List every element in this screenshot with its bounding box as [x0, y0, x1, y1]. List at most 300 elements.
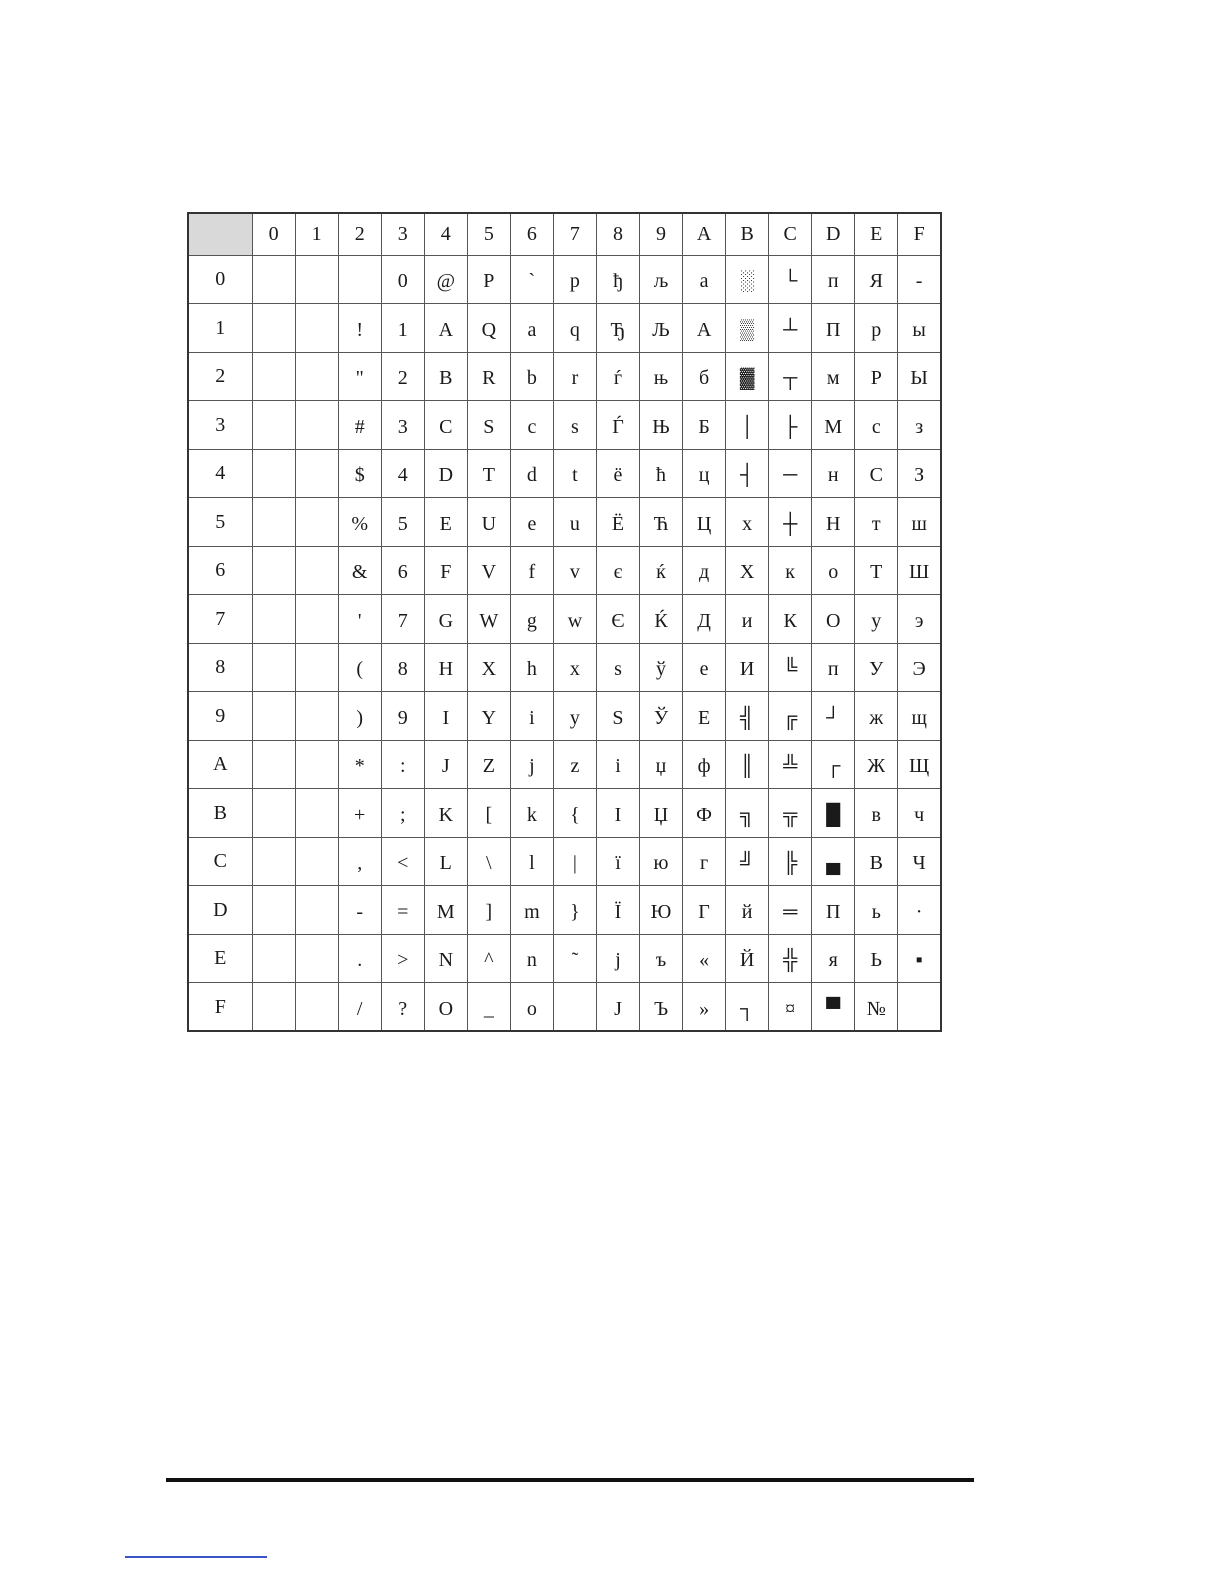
code-cell: [553, 401, 596, 450]
code-cell: [726, 789, 769, 838]
code-cell: [855, 546, 898, 595]
cell-glyph: ћ: [656, 464, 667, 487]
cell-glyph: Р: [870, 367, 882, 390]
code-cell: [640, 449, 683, 498]
cell-glyph: ђ: [613, 270, 623, 293]
cell-glyph: O: [438, 997, 454, 1020]
cell-glyph: -: [356, 900, 364, 923]
row-header-a: A: [188, 740, 252, 789]
cell-glyph: f: [528, 561, 536, 584]
cell-glyph: Ф: [696, 803, 712, 826]
code-cell: [640, 352, 683, 401]
code-cell: [769, 643, 812, 692]
cell-glyph: ˜: [571, 949, 579, 972]
code-cell: [812, 498, 855, 547]
code-cell: [726, 983, 769, 1032]
code-cell: [338, 886, 381, 935]
code-cell: [252, 643, 295, 692]
table-row-0: [188, 255, 941, 304]
code-cell: [769, 692, 812, 741]
cell-glyph: C: [439, 415, 453, 438]
cell-glyph: >: [397, 949, 409, 972]
code-cell: [295, 255, 338, 304]
code-cell: [424, 498, 467, 547]
row-header-d: D: [188, 886, 252, 935]
cell-glyph: U: [481, 512, 497, 535]
cell-glyph: ?: [398, 997, 408, 1020]
code-cell: [769, 740, 812, 789]
code-cell: [640, 546, 683, 595]
cell-glyph: є: [613, 561, 623, 584]
cell-glyph: і: [615, 755, 621, 778]
cell-glyph: B: [439, 367, 453, 390]
cell-glyph: <: [397, 852, 409, 875]
code-cell: [553, 304, 596, 353]
cell-glyph: Ѕ: [612, 706, 624, 729]
cell-glyph: ║: [740, 755, 755, 778]
cell-glyph: Џ: [653, 803, 669, 826]
code-cell: [683, 304, 726, 353]
cell-glyph: Y: [481, 706, 497, 729]
cell-glyph: ц: [698, 464, 710, 487]
cell-glyph: ш: [911, 512, 927, 535]
cell-glyph: :: [399, 755, 406, 778]
code-cell: [726, 886, 769, 935]
cell-glyph: w: [567, 609, 583, 632]
column-header-9: 9: [640, 213, 683, 255]
code-cell: [596, 837, 639, 886]
code-cell: [553, 255, 596, 304]
code-cell: [381, 934, 424, 983]
cell-glyph: п: [827, 270, 839, 293]
cell-glyph: 5: [397, 512, 408, 535]
cell-glyph: Е: [697, 706, 711, 729]
column-header-c: C: [769, 213, 812, 255]
cell-glyph: W: [479, 609, 499, 632]
code-cell: [510, 934, 553, 983]
cell-glyph: ,: [357, 852, 363, 875]
row-header-c: C: [188, 837, 252, 886]
code-cell: [898, 449, 941, 498]
code-cell: [295, 595, 338, 644]
cell-glyph: Т: [870, 561, 883, 584]
cell-glyph: ┬: [783, 367, 798, 390]
code-cell: [252, 401, 295, 450]
cell-glyph: ├: [783, 415, 798, 438]
cell-glyph: {: [570, 803, 580, 826]
code-cell: [467, 643, 510, 692]
footer-link-underline[interactable]: [125, 1556, 267, 1558]
cell-glyph: я: [828, 949, 838, 972]
code-cell: [338, 643, 381, 692]
code-cell: [424, 401, 467, 450]
code-cell: [898, 983, 941, 1032]
cell-glyph: М: [824, 415, 843, 438]
cell-glyph: T: [482, 464, 495, 487]
code-cell: [381, 304, 424, 353]
code-cell: [338, 255, 381, 304]
column-header-b: B: [726, 213, 769, 255]
code-cell: [683, 983, 726, 1032]
cell-glyph: -: [915, 270, 923, 293]
code-cell: [596, 401, 639, 450]
code-cell: [338, 352, 381, 401]
row-header-6: 6: [188, 546, 252, 595]
cell-glyph: Г: [698, 900, 710, 923]
code-cell: [683, 789, 726, 838]
cell-glyph: ): [356, 706, 364, 729]
cell-glyph: Z: [482, 755, 495, 778]
code-cell: [467, 304, 510, 353]
code-cell: [640, 837, 683, 886]
cell-glyph: п: [827, 658, 839, 681]
table-row-6: [188, 546, 941, 595]
code-cell: [553, 546, 596, 595]
code-cell: [424, 886, 467, 935]
code-cell: [295, 498, 338, 547]
cell-glyph: ┤: [740, 464, 755, 487]
code-cell: [424, 546, 467, 595]
cell-glyph: t: [572, 464, 578, 487]
cell-glyph: █: [826, 803, 841, 826]
column-header-row: [188, 213, 941, 255]
cell-glyph: б: [698, 367, 710, 390]
code-cell: [596, 595, 639, 644]
code-cell: [769, 498, 812, 547]
row-header-b: B: [188, 789, 252, 838]
cell-glyph: *: [354, 755, 365, 778]
column-header-7: 7: [553, 213, 596, 255]
code-cell: [381, 983, 424, 1032]
column-header-4: 4: [424, 213, 467, 255]
cell-glyph: H: [438, 658, 454, 681]
code-cell: [553, 449, 596, 498]
cell-glyph: ': [357, 609, 362, 632]
cell-glyph: Х: [739, 561, 755, 584]
cell-glyph: &: [351, 561, 368, 584]
code-cell: [683, 352, 726, 401]
cell-glyph: ╔: [783, 706, 798, 729]
code-cell: [338, 449, 381, 498]
cell-glyph: 7: [397, 609, 408, 632]
cell-glyph: 8: [397, 658, 408, 681]
cell-glyph: е: [699, 658, 709, 681]
code-cell: [252, 352, 295, 401]
code-cell: [381, 401, 424, 450]
code-cell: [596, 789, 639, 838]
cell-glyph: ┌: [826, 755, 841, 778]
code-cell: [553, 595, 596, 644]
table-body: [188, 255, 941, 1031]
cell-glyph: ╬: [783, 949, 798, 972]
row-header-1: 1: [188, 304, 252, 353]
cell-glyph: u: [569, 512, 580, 535]
table-row-2: [188, 352, 941, 401]
cell-glyph: M: [436, 900, 455, 923]
code-cell: [510, 352, 553, 401]
code-cell: [553, 934, 596, 983]
cell-glyph: Н: [825, 512, 841, 535]
column-header-d: D: [812, 213, 855, 255]
code-cell: [252, 498, 295, 547]
cell-glyph: v: [569, 561, 580, 584]
code-cell: [252, 789, 295, 838]
cell-glyph: ╝: [740, 852, 755, 875]
code-cell: [381, 546, 424, 595]
code-cell: [424, 934, 467, 983]
code-cell: [252, 595, 295, 644]
code-cell: [769, 886, 812, 935]
cell-glyph: !: [356, 318, 364, 341]
cell-glyph: ╩: [783, 755, 798, 778]
code-cell: [252, 304, 295, 353]
cell-glyph: g: [526, 609, 537, 632]
code-cell: [898, 789, 941, 838]
cell-glyph: ј: [615, 949, 621, 972]
cell-glyph: ▒: [740, 318, 755, 341]
code-cell: [898, 934, 941, 983]
code-cell: [467, 595, 510, 644]
code-cell: [295, 789, 338, 838]
code-cell: [855, 837, 898, 886]
cell-glyph: Ч: [912, 852, 926, 875]
cell-glyph: ": [355, 367, 364, 390]
cell-glyph: E: [439, 512, 452, 535]
cell-glyph: С: [869, 464, 883, 487]
code-cell: [726, 546, 769, 595]
table-row-7: [188, 595, 941, 644]
cell-glyph: ┘: [826, 706, 841, 729]
cell-glyph: h: [526, 658, 537, 681]
code-cell: [553, 498, 596, 547]
code-cell: [510, 886, 553, 935]
code-cell: [252, 692, 295, 741]
cell-glyph: ѓ: [613, 367, 623, 390]
cell-glyph: ┐: [740, 997, 755, 1020]
code-cell: [381, 352, 424, 401]
code-cell: [812, 595, 855, 644]
cell-glyph: х: [742, 512, 753, 535]
cell-glyph: 9: [397, 706, 408, 729]
cell-glyph: м: [826, 367, 840, 390]
row-header-8: 8: [188, 643, 252, 692]
cell-glyph: z: [570, 755, 580, 778]
code-cell: [640, 255, 683, 304]
cell-glyph: о: [828, 561, 839, 584]
column-header-5: 5: [467, 213, 510, 255]
row-header-e: E: [188, 934, 252, 983]
code-cell: [510, 401, 553, 450]
cell-glyph: Щ: [909, 755, 930, 778]
code-cell: [640, 401, 683, 450]
cell-glyph: K: [438, 803, 454, 826]
code-cell: [381, 692, 424, 741]
code-cell: [898, 498, 941, 547]
code-cell: [898, 595, 941, 644]
cell-glyph: Д: [697, 609, 711, 632]
code-cell: [510, 983, 553, 1032]
code-cell: [295, 692, 338, 741]
code-cell: [338, 837, 381, 886]
code-cell: [553, 352, 596, 401]
code-cell: [812, 934, 855, 983]
code-cell: [553, 789, 596, 838]
cell-glyph: Й: [739, 949, 755, 972]
row-header-7: 7: [188, 595, 252, 644]
cell-glyph: q: [569, 318, 580, 341]
code-cell: [424, 692, 467, 741]
cell-glyph: └: [783, 270, 798, 293]
code-cell: [640, 934, 683, 983]
cell-glyph: D: [438, 464, 454, 487]
code-cell: [467, 837, 510, 886]
cell-glyph: ф: [697, 755, 711, 778]
code-cell: [855, 498, 898, 547]
cell-glyph: │: [740, 415, 755, 438]
code-cell: [683, 692, 726, 741]
cell-glyph: ═: [783, 900, 798, 923]
code-cell: [381, 740, 424, 789]
code-cell: [338, 740, 381, 789]
cell-glyph: Я: [869, 270, 883, 293]
code-cell: [338, 789, 381, 838]
cell-glyph: Ъ: [653, 997, 669, 1020]
code-cell: [855, 304, 898, 353]
code-cell: [812, 449, 855, 498]
code-cell: [381, 498, 424, 547]
code-cell: [726, 255, 769, 304]
code-cell: [467, 401, 510, 450]
code-cell: [338, 595, 381, 644]
cell-glyph: Ћ: [653, 512, 669, 535]
cell-glyph: #: [354, 415, 365, 438]
cell-glyph: к: [785, 561, 796, 584]
code-cell: [812, 643, 855, 692]
cell-glyph: З: [914, 464, 925, 487]
cell-glyph: ╠: [783, 852, 798, 875]
code-cell: [467, 449, 510, 498]
code-cell: [898, 643, 941, 692]
table-row-3: [188, 401, 941, 450]
cell-glyph: |: [572, 852, 577, 875]
cell-glyph: 2: [397, 367, 408, 390]
cell-glyph: n: [526, 949, 537, 972]
cell-glyph: І: [614, 803, 622, 826]
cell-glyph: ѕ: [614, 658, 622, 681]
cell-glyph: Ю: [650, 900, 672, 923]
code-cell: [295, 837, 338, 886]
code-cell: [726, 449, 769, 498]
code-cell: [726, 934, 769, 983]
code-cell: [812, 740, 855, 789]
code-cell: [553, 692, 596, 741]
cell-glyph: ─: [783, 464, 798, 487]
code-cell: [812, 352, 855, 401]
code-cell: [726, 740, 769, 789]
cell-glyph: Ш: [909, 561, 930, 584]
code-cell: [683, 934, 726, 983]
column-header-8: 8: [596, 213, 639, 255]
cell-glyph: (: [356, 658, 364, 681]
code-cell: [596, 740, 639, 789]
code-cell: [769, 449, 812, 498]
cell-glyph: Њ: [652, 415, 670, 438]
cell-glyph: р: [871, 318, 882, 341]
code-cell: [726, 643, 769, 692]
code-cell: [596, 498, 639, 547]
code-cell: [855, 352, 898, 401]
code-cell: [596, 449, 639, 498]
cell-glyph: П: [825, 318, 841, 341]
code-cell: [424, 595, 467, 644]
code-cell: [726, 837, 769, 886]
code-cell: [855, 643, 898, 692]
code-cell: [467, 255, 510, 304]
cell-glyph: ╚: [783, 658, 798, 681]
code-cell: [769, 546, 812, 595]
code-cell: [596, 546, 639, 595]
cell-glyph: и: [741, 609, 753, 632]
cell-glyph: у: [871, 609, 882, 632]
code-cell: [596, 255, 639, 304]
code-cell: [596, 692, 639, 741]
code-cell: [252, 449, 295, 498]
cell-glyph: X: [481, 658, 497, 681]
code-cell: [769, 401, 812, 450]
code-cell: [726, 498, 769, 547]
code-cell: [596, 983, 639, 1032]
cell-glyph: 4: [397, 464, 408, 487]
cell-glyph: Э: [912, 658, 926, 681]
cell-glyph: Ђ: [610, 318, 626, 341]
cell-glyph: 1: [397, 318, 408, 341]
cell-glyph: =: [397, 900, 409, 923]
code-cell: [467, 498, 510, 547]
cell-glyph: Ї: [614, 900, 622, 923]
code-cell: [338, 546, 381, 595]
cell-glyph: F: [440, 561, 452, 584]
cell-glyph: щ: [911, 706, 927, 729]
cell-glyph: \: [486, 852, 492, 875]
cell-glyph: Ѓ: [612, 415, 624, 438]
cell-glyph: }: [570, 900, 580, 923]
code-cell: [726, 401, 769, 450]
code-cell: [252, 934, 295, 983]
code-cell: [855, 255, 898, 304]
code-cell: [424, 304, 467, 353]
code-cell: [683, 498, 726, 547]
code-cell: [769, 983, 812, 1032]
code-cell: [295, 886, 338, 935]
table-row-d: [188, 886, 941, 935]
cell-glyph: њ: [653, 367, 669, 390]
code-cell: [596, 934, 639, 983]
code-cell: [252, 837, 295, 886]
cell-glyph: A: [438, 318, 454, 341]
cell-glyph: Ќ: [654, 609, 668, 632]
code-cell: [596, 886, 639, 935]
cell-glyph: k: [526, 803, 537, 826]
column-header-0: 0: [252, 213, 295, 255]
cell-glyph: т: [871, 512, 881, 535]
code-cell: [726, 595, 769, 644]
code-cell: [510, 304, 553, 353]
cell-glyph: ч: [914, 803, 925, 826]
code-cell: [812, 692, 855, 741]
code-cell: [295, 304, 338, 353]
cell-glyph: ▄: [826, 852, 841, 875]
table-row-5: [188, 498, 941, 547]
